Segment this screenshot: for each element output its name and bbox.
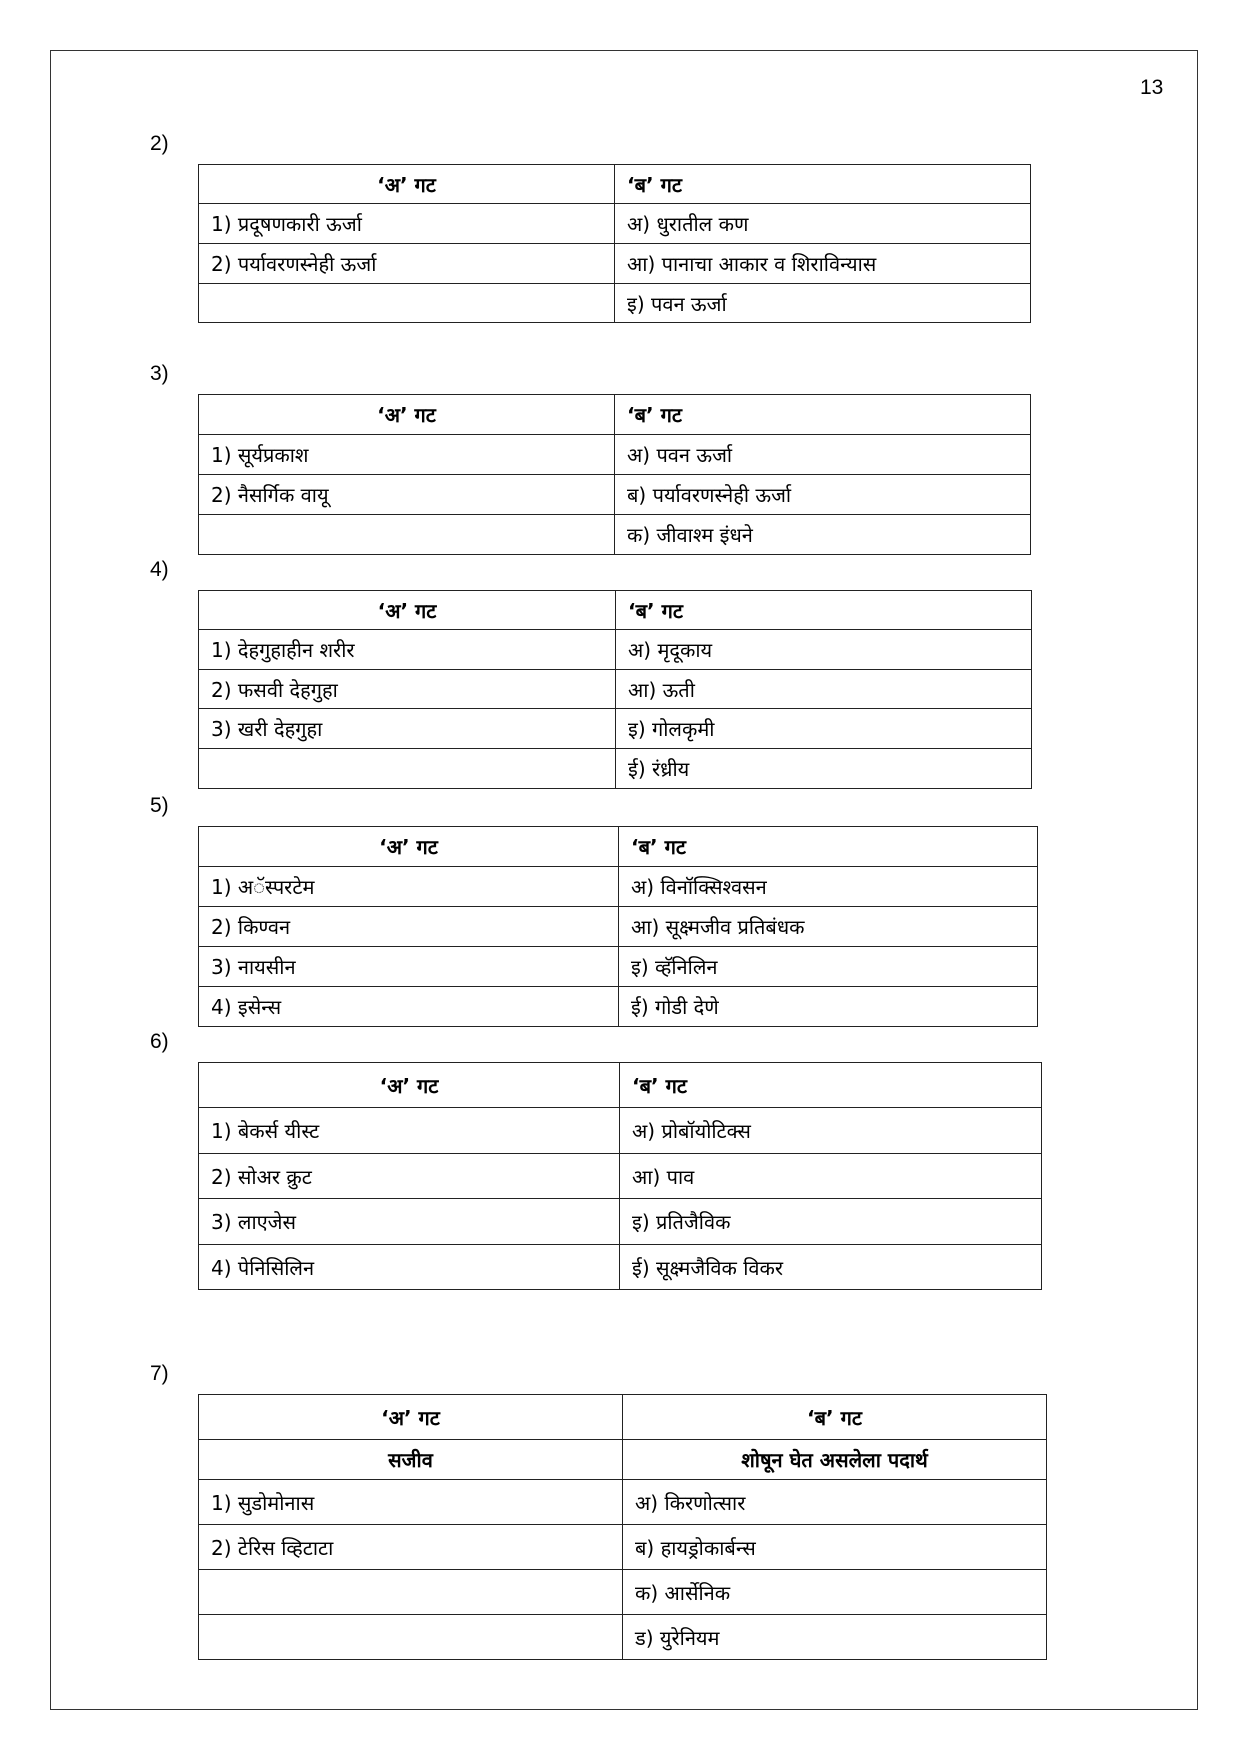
column-a-cell: 3) खरी देहगुहा [199,709,616,749]
table-header-row [199,165,1031,204]
table-subheader-row [199,1440,1047,1480]
column-b-cell: ब) पर्यावरणस्नेही ऊर्जा [615,475,1031,515]
column-a-cell: 2) नैसर्गिक वायू [199,475,615,515]
column-b-cell: आ) सूक्ष्मजीव प्रतिबंधक [619,907,1038,947]
column-b-cell: आ) ऊती [616,670,1032,709]
column-a-cell: 3) नायसीन [199,947,619,987]
column-a-header: ‘अ’ गट [199,1063,620,1108]
question-number: 2) [150,132,169,155]
column-b-cell: आ) पाव [620,1154,1042,1199]
column-a-cell: 3) लाएजेस [199,1199,620,1245]
column-a-cell: 1) देहगुहाहीन शरीर [199,630,616,670]
table-row [199,1199,1042,1245]
column-b-cell: इ) पवन ऊर्जा [615,284,1031,323]
column-a-cell: 2) किण्वन [199,907,619,947]
table-row [199,907,1038,947]
column-a-cell: 1) सुडोमोनास [199,1480,623,1525]
column-a-subheader: सजीव [199,1440,623,1480]
table-header-row [199,1063,1042,1108]
match-table-q2 [198,164,1031,323]
column-b-header: ‘ब’ गट [619,827,1038,867]
table-row [199,749,1032,789]
column-b-cell: ई) सूक्ष्मजैविक विकर [620,1245,1042,1290]
table-row [199,204,1031,244]
column-b-cell: ई) रंध्रीय [616,749,1032,789]
column-b-cell: अ) प्रोबॉयोटिक्स [620,1108,1042,1154]
column-a-cell: 4) इसेन्स [199,987,619,1027]
column-b-cell: अ) विनॉक्सिश्वसन [619,867,1038,907]
column-b-cell: ड) युरेनियम [623,1615,1047,1660]
column-a-cell: 1) सूर्यप्रकाश [199,435,615,475]
column-a-cell: 1) बेकर्स यीस्ट [199,1108,620,1154]
column-a-cell [199,284,615,323]
table-row [199,1570,1047,1615]
question-number: 5) [150,794,169,817]
column-b-header: ‘ब’ गट [616,591,1032,630]
column-b-cell: अ) धुरातील कण [615,204,1031,244]
column-b-subheader: शोषून घेत असलेला पदार्थ [623,1440,1047,1480]
question-number: 6) [150,1030,169,1053]
table-row [199,1108,1042,1154]
table-row [199,1154,1042,1199]
column-a-header: ‘अ’ गट [199,395,615,435]
question-number: 4) [150,558,169,581]
column-b-cell: अ) मृदूकाय [616,630,1032,670]
column-b-cell: इ) गोलकृमी [616,709,1032,749]
column-a-cell: 2) सोअर क्रुट [199,1154,620,1199]
match-table-q6 [198,1062,1042,1290]
table-header-row [199,1395,1047,1440]
table-row [199,284,1031,323]
table-header-row [199,591,1032,630]
column-a-cell: 1) अॅस्परटेम [199,867,619,907]
column-b-cell: क) आर्सेनिक [623,1570,1047,1615]
table-row [199,1245,1042,1290]
table-header-row [199,395,1031,435]
column-b-cell: आ) पानाचा आकार व शिराविन्यास [615,244,1031,284]
table-row [199,1615,1047,1660]
column-b-cell: अ) किरणोत्सार [623,1480,1047,1525]
table-row [199,1525,1047,1570]
column-b-cell: ब) हायड्रोकार्बन्स [623,1525,1047,1570]
column-a-header: ‘अ’ गट [199,165,615,204]
column-a-cell: 4) पेनिसिलिन [199,1245,620,1290]
table-row [199,709,1032,749]
column-b-header: ‘ब’ गट [615,395,1031,435]
table-row [199,630,1032,670]
match-table-q3 [198,394,1031,555]
column-b-cell: ई) गोडी देणे [619,987,1038,1027]
column-b-cell: क) जीवाश्म इंधने [615,515,1031,555]
question-number: 7) [150,1362,169,1385]
column-b-cell: इ) प्रतिजैविक [620,1199,1042,1245]
table-row [199,867,1038,907]
column-a-cell [199,1615,623,1660]
table-row [199,1480,1047,1525]
table-row [199,435,1031,475]
table-row [199,987,1038,1027]
table-row [199,947,1038,987]
column-a-cell: 1) प्रदूषणकारी ऊर्जा [199,204,615,244]
column-b-cell: अ) पवन ऊर्जा [615,435,1031,475]
table-row [199,670,1032,709]
column-b-header: ‘ब’ गट [620,1063,1042,1108]
match-table-q7 [198,1394,1047,1660]
page-number: 13 [1140,76,1164,99]
column-a-header: ‘अ’ गट [199,591,616,630]
table-header-row [199,827,1038,867]
match-table-q4 [198,590,1032,789]
match-table-q5 [198,826,1038,1027]
column-a-cell [199,1570,623,1615]
column-b-header: ‘ब’ गट [623,1395,1047,1440]
question-number: 3) [150,362,169,385]
column-a-cell [199,749,616,789]
column-a-header: ‘अ’ गट [199,1395,623,1440]
table-row [199,475,1031,515]
column-b-cell: इ) व्हॅनिलिन [619,947,1038,987]
column-a-cell: 2) फसवी देहगुहा [199,670,616,709]
column-b-header: ‘ब’ गट [615,165,1031,204]
column-a-cell: 2) टेरिस व्हिटाटा [199,1525,623,1570]
column-a-header: ‘अ’ गट [199,827,619,867]
column-a-cell [199,515,615,555]
column-a-cell: 2) पर्यावरणस्नेही ऊर्जा [199,244,615,284]
table-row [199,515,1031,555]
table-row [199,244,1031,284]
